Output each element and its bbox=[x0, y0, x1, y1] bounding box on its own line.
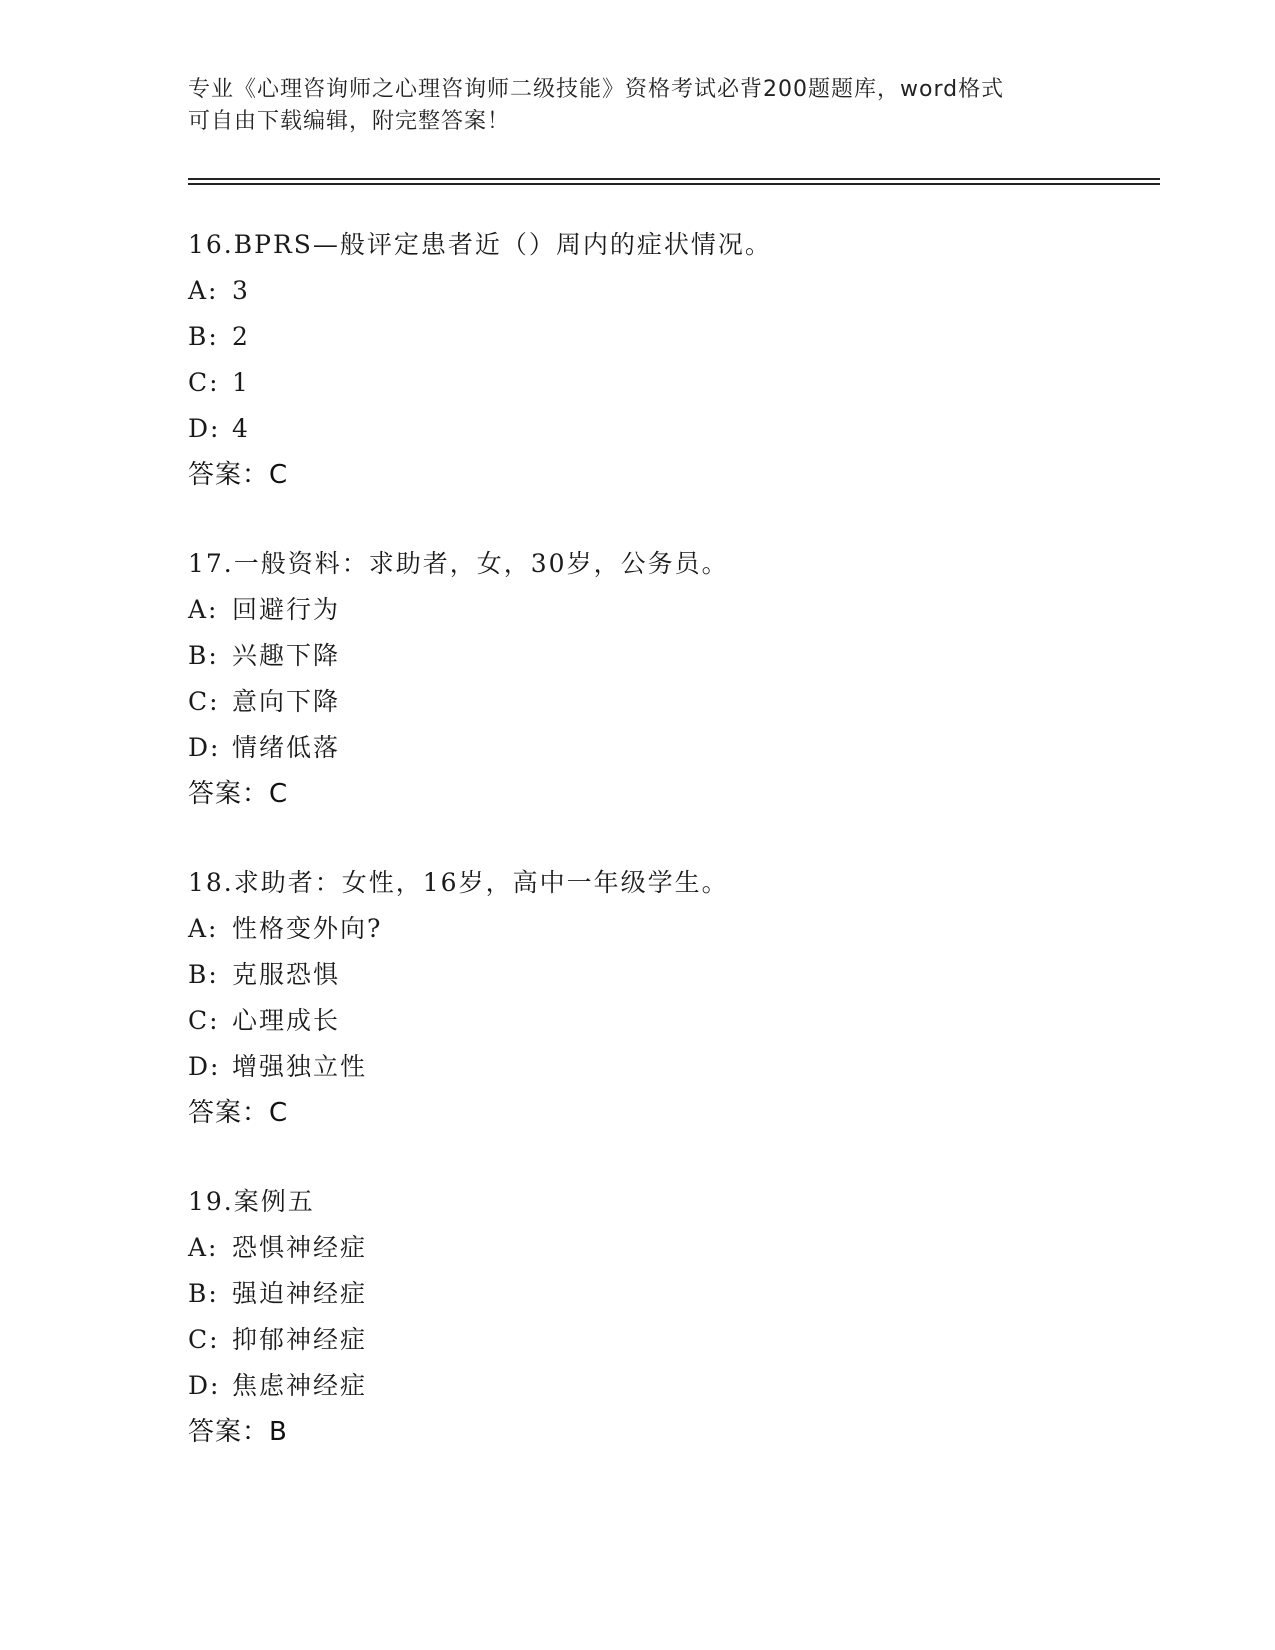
option-a bbox=[188, 1225, 1088, 1271]
header-divider-bottom bbox=[188, 183, 1160, 185]
answer: 答案：C bbox=[188, 779, 289, 809]
option-key: B: bbox=[188, 1279, 219, 1308]
header-divider-top bbox=[188, 178, 1160, 180]
option-c bbox=[188, 1317, 1088, 1363]
option-c bbox=[188, 998, 1088, 1044]
option-d bbox=[188, 1044, 1088, 1090]
option-text: 性格变外向? bbox=[232, 914, 383, 943]
option-text: 回避行为 bbox=[232, 595, 341, 624]
option-text: 2 bbox=[232, 322, 250, 351]
question-17 bbox=[188, 541, 1088, 817]
option-key: D: bbox=[188, 1371, 221, 1400]
option-text: 3 bbox=[232, 276, 250, 305]
option-text: 恐惧神经症 bbox=[232, 1233, 368, 1262]
question-19 bbox=[188, 1179, 1088, 1455]
option-key: B: bbox=[188, 960, 219, 989]
question-16 bbox=[188, 222, 1088, 498]
option-text: 克服恐惧 bbox=[232, 960, 341, 989]
option-key: D: bbox=[188, 733, 221, 762]
option-a bbox=[188, 906, 1088, 952]
question-title: 17.一般资料：求助者，女，30岁，公务员。 bbox=[188, 549, 729, 578]
option-key: A: bbox=[188, 276, 219, 305]
option-text: 情绪低落 bbox=[232, 733, 341, 762]
header-line-2: 可自由下载编辑，附完整答案！ bbox=[188, 109, 511, 134]
answer: 答案：C bbox=[188, 1098, 289, 1128]
option-c bbox=[188, 360, 1088, 406]
option-text: 抑郁神经症 bbox=[232, 1325, 368, 1354]
option-text: 强迫神经症 bbox=[232, 1279, 368, 1308]
option-text: 4 bbox=[232, 414, 250, 443]
option-key: A: bbox=[188, 595, 219, 624]
header-line-1: 专业《心理咨询师之心理咨询师二级技能》资格考试必背200题题库，word格式 bbox=[188, 77, 1005, 102]
option-key: D: bbox=[188, 1052, 221, 1081]
option-key: D: bbox=[188, 414, 221, 443]
option-key: C: bbox=[188, 687, 220, 716]
option-key: C: bbox=[188, 1325, 220, 1354]
option-text: 意向下降 bbox=[232, 687, 341, 716]
option-key: C: bbox=[188, 368, 220, 397]
option-text: 兴趣下降 bbox=[232, 641, 341, 670]
option-b bbox=[188, 314, 1088, 360]
option-text: 焦虑神经症 bbox=[232, 1371, 368, 1400]
document-header bbox=[188, 74, 1068, 138]
answer: 答案：B bbox=[188, 1417, 288, 1447]
option-d bbox=[188, 725, 1088, 771]
question-title: 18.求助者：女性，16岁，高中一年级学生。 bbox=[188, 868, 729, 897]
option-key: A: bbox=[188, 1233, 219, 1262]
answer: 答案：C bbox=[188, 460, 289, 490]
option-b bbox=[188, 1271, 1088, 1317]
option-d bbox=[188, 1363, 1088, 1409]
option-text: 1 bbox=[232, 368, 250, 397]
option-text: 心理成长 bbox=[232, 1006, 341, 1035]
question-title: 16.BPRS—般评定患者近（）周内的症状情况。 bbox=[188, 230, 772, 259]
question-title: 19.案例五 bbox=[188, 1187, 315, 1216]
option-key: C: bbox=[188, 1006, 220, 1035]
option-key: B: bbox=[188, 322, 219, 351]
option-text: 增强独立性 bbox=[232, 1052, 368, 1081]
option-key: B: bbox=[188, 641, 219, 670]
option-a bbox=[188, 587, 1088, 633]
option-a bbox=[188, 268, 1088, 314]
option-b bbox=[188, 952, 1088, 998]
option-d bbox=[188, 406, 1088, 452]
option-key: A: bbox=[188, 914, 219, 943]
question-18 bbox=[188, 860, 1088, 1136]
option-b bbox=[188, 633, 1088, 679]
option-c bbox=[188, 679, 1088, 725]
